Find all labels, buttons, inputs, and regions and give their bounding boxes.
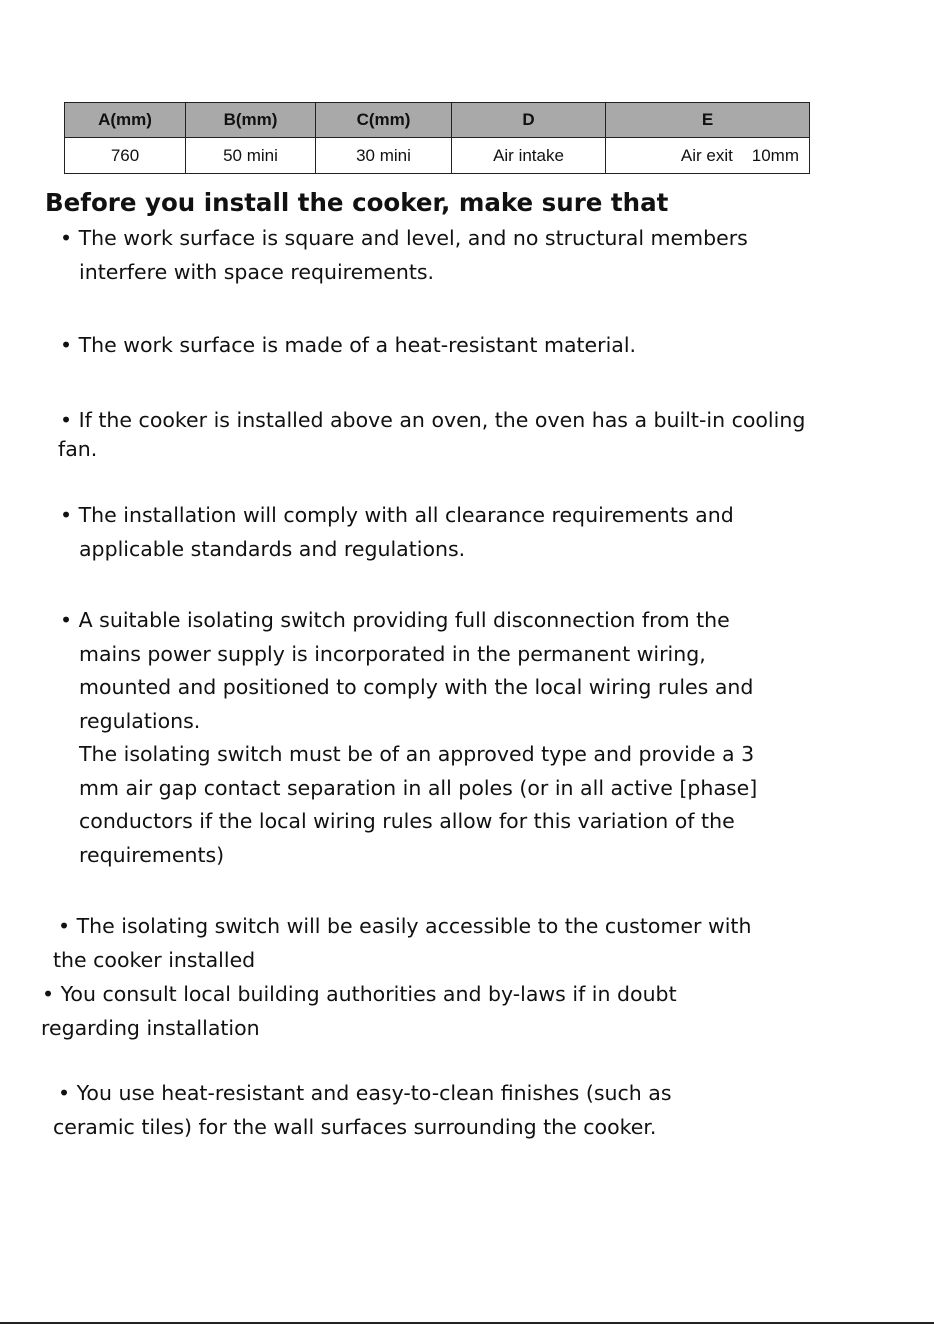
cell-c: 30 mini [316, 138, 452, 174]
bullet-work-surface-level [60, 222, 748, 289]
bullet-line: • You consult local building authorities and by-laws if in doubt [42, 982, 677, 1006]
section-heading: Before you install the cooker, make sure that [45, 188, 669, 217]
cell-e: Air exit 10mm [606, 138, 810, 174]
bullet-line: • You use heat-resistant and easy-to-clean finishes (such as [58, 1081, 672, 1105]
header-e: E [606, 103, 810, 138]
bullet-building-authorities [42, 978, 677, 1045]
bullet-line: • A suitable isolating switch providing full disconnection from the [60, 608, 730, 632]
bullet-line: interfere with space requirements. [79, 259, 435, 284]
header-c: C(mm) [316, 103, 452, 138]
table-row [65, 138, 810, 174]
bullet-line: regulations. [79, 708, 201, 733]
cell-b: 50 mini [186, 138, 316, 174]
bullet-line: ceramic tiles) for the wall surfaces surrounding the cooker. [53, 1114, 657, 1139]
bullet-wall-finishes [53, 1077, 672, 1144]
bullet-line: mounted and positioned to comply with the local wiring rules and [79, 675, 754, 699]
cell-a: 760 [65, 138, 186, 174]
table-header-row [65, 103, 810, 138]
bullet-line: The isolating switch must be of an approved type and provide a 3 [79, 742, 755, 766]
bullet-clearance-requirements [60, 499, 734, 566]
bullet-oven-cooling-fan [60, 404, 805, 466]
bullet-heat-resistant-surface [60, 329, 636, 363]
bullet-line: • The work surface is square and level, and no structural members [60, 226, 748, 250]
header-b: B(mm) [186, 103, 316, 138]
bullet-line: the cooker installed [53, 947, 256, 972]
bullet-line: • The isolating switch will be easily accessible to the customer with [58, 914, 752, 938]
bullet-switch-accessible [53, 910, 752, 977]
bullet-line: regarding installation [41, 1015, 260, 1040]
bullet-line: • The installation will comply with all clearance requirements and [60, 503, 734, 527]
bullet-line: mm air gap contact separation in all poles (or in all active [phase] [79, 775, 758, 800]
header-a: A(mm) [65, 103, 186, 138]
bullet-line: applicable standards and regulations. [79, 536, 466, 561]
bullet-line: • The work surface is made of a heat-resistant material. [60, 333, 637, 357]
bullet-isolating-switch [60, 604, 757, 872]
cell-d: Air intake [452, 138, 606, 174]
header-d: D [452, 103, 606, 138]
bullet-line: conductors if the local wiring rules allow for this variation of the [79, 809, 735, 833]
bullet-line: mains power supply is incorporated in the permanent wiring, [79, 641, 706, 666]
dimensions-table [64, 102, 810, 174]
page-bottom-rule [0, 1322, 934, 1324]
bullet-line: requirements) [79, 842, 225, 867]
bullet-line: • If the cooker is installed above an oven, the oven has a built-in cooling [60, 408, 806, 432]
bullet-line: fan. [58, 436, 98, 461]
